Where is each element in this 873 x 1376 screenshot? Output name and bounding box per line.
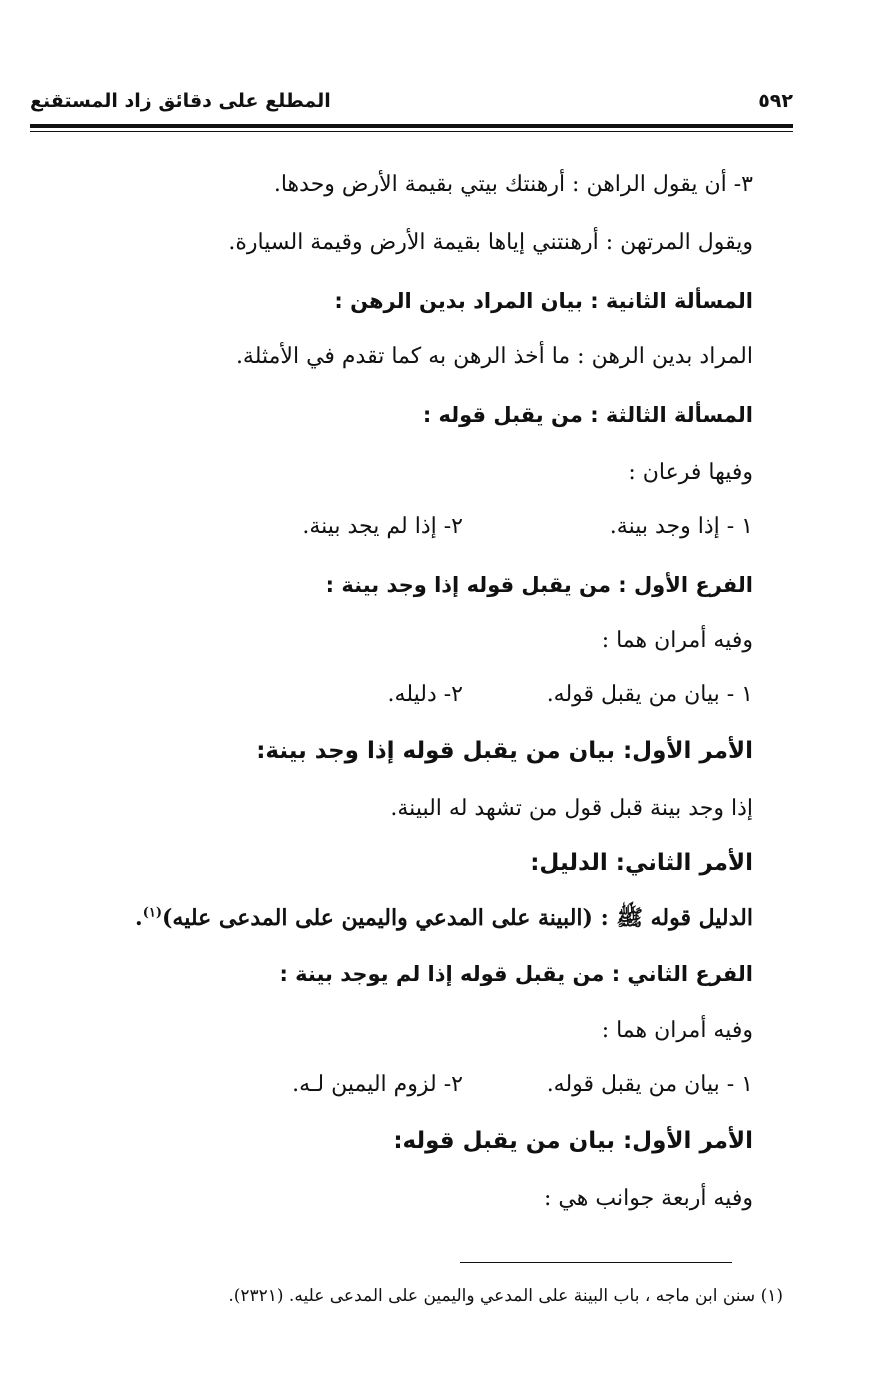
page-header	[30, 86, 793, 122]
paragraph-line: ويقول المرتهن : أرهنتني إياها بقيمة الأرض وقيمة السيارة.	[228, 230, 753, 255]
enum-item-2: ٢- لزوم اليمين لـه.	[292, 1072, 463, 1097]
section-heading: المسألة الثانية : بيان المراد بدين الرهن :	[334, 289, 753, 313]
enum-item-2: ٢- إذا لم يجد بينة.	[302, 514, 463, 539]
enumerated-pair	[133, 682, 753, 714]
paragraph-line: وفيه أربعة جوانب هي :	[544, 1186, 753, 1211]
enum-item-2: ٢- دليله.	[387, 682, 463, 707]
section-heading: الفرع الثاني : من يقبل قوله إذا لم يوجد بينة :	[279, 962, 753, 986]
hadith-line	[133, 904, 753, 936]
paragraph-line: وفيه أمران هما :	[601, 628, 753, 653]
footnote-separator	[460, 1262, 732, 1263]
paragraph-line: وفيها فرعان :	[628, 460, 753, 485]
footnote: (١) سنن ابن ماجه ، باب البينة على المدعي واليمين على المدعى عليه. (٢٣٢١).	[228, 1286, 783, 1306]
section-heading: المسألة الثالثة : من يقبل قوله :	[422, 403, 753, 427]
paragraph-line: ٣- أن يقول الراهن : أرهنتك بيتي بقيمة الأرض وحدها.	[273, 172, 753, 197]
enum-item-1: ١ - بيان من يقبل قوله.	[546, 682, 753, 707]
running-title: المطلع على دقائق زاد المستقنع	[30, 90, 331, 112]
enum-item-1: ١ - إذا وجد بينة.	[609, 514, 753, 539]
paragraph-line: وفيه أمران هما :	[601, 1018, 753, 1043]
enumerated-pair	[133, 514, 753, 546]
page-number: ٥٩٢	[758, 90, 793, 112]
hadith-text: الدليل قوله ﷺ : (البينة على المدعي واليمين على المدعى عليه)	[162, 905, 753, 931]
section-heading: الأمر الأول: بيان من يقبل قوله إذا وجد بينة:	[256, 738, 753, 764]
section-heading: الفرع الأول : من يقبل قوله إذا وجد بينة :	[325, 573, 753, 597]
line-end-period: .	[135, 905, 143, 931]
paragraph-line: المراد بدين الرهن : ما أخذ الرهن به كما تقدم في الأمثلة.	[235, 344, 753, 369]
section-heading: الأمر الأول: بيان من يقبل قوله:	[393, 1128, 753, 1154]
header-rule-thick	[30, 124, 793, 128]
section-heading: الأمر الثاني: الدليل:	[530, 850, 753, 876]
footnote-reference: (١)	[142, 905, 162, 921]
enumerated-pair	[133, 1072, 753, 1104]
paragraph-line: إذا وجد بينة قبل قول من تشهد له البينة.	[390, 796, 753, 821]
enum-item-1: ١ - بيان من يقبل قوله.	[546, 1072, 753, 1097]
header-rule-thin	[30, 131, 793, 132]
